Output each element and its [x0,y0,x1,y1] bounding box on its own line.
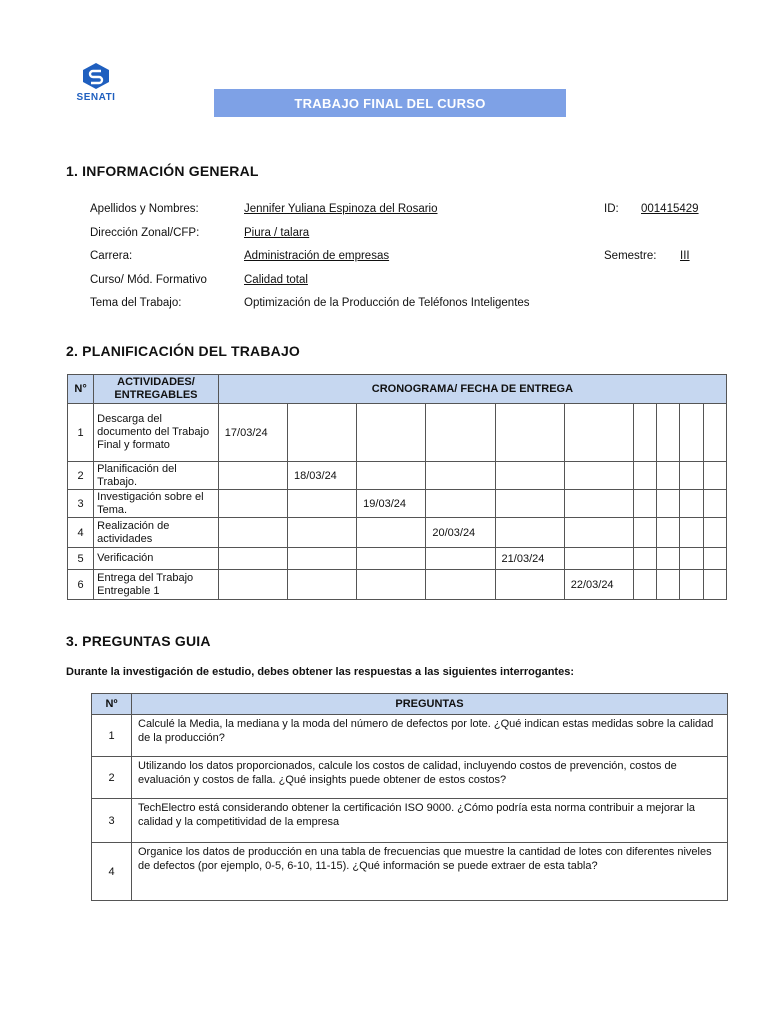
planning-body [68,404,727,600]
question-num: 1 [92,715,132,757]
schedule-cell [633,462,656,490]
planning-row [68,548,727,570]
info-value-zonal: Piura / talara [244,226,310,239]
info-value-name: Jennifer Yuliana Espinoza del Rosario [244,203,438,215]
schedule-cell [218,518,287,548]
schedule-cell [564,548,633,570]
info-label: Curso/ Mód. Formativo [90,273,207,286]
question-row [92,715,728,757]
general-info [90,199,730,317]
planning-row-activity: Planificación del Trabajo. [94,462,219,490]
schedule-cell [657,490,680,518]
schedule-cell [657,518,680,548]
planning-table [67,374,727,600]
schedule-cell [633,548,656,570]
planning-row [68,490,727,518]
schedule-cell [657,462,680,490]
planning-row-num: 3 [68,490,94,518]
col-num-header: Nº [92,694,132,715]
planning-row [68,404,727,462]
info-label: Tema del Trabajo: [90,297,182,309]
schedule-cell [357,518,426,548]
schedule-cell [426,462,495,490]
info-value-curso: Calidad total [244,273,308,286]
schedule-cell [564,490,633,518]
schedule-cell [218,462,287,490]
question-text: Organice los datos de producción en una tabla de frecuencias que muestre la cantidad de lotes con diferentes niveles de defectos (por ejemplo, 0-5, 6-10, 11-15). ¿Qué información se puede extraer de esta tabla? [132,843,728,901]
id-value: 001415429 [641,203,699,215]
info-row-tema [90,293,730,317]
schedule-cell [633,404,656,462]
banner-title: TRABAJO FINAL DEL CURSO [214,89,566,117]
planning-row-num: 4 [68,518,94,548]
schedule-cell [357,404,426,462]
planning-row-date: 22/03/24 [564,570,633,600]
schedule-cell [680,462,703,490]
schedule-cell [633,490,656,518]
schedule-cell [287,548,356,570]
planning-row-activity: Entrega del Trabajo Entregable 1 [94,570,219,600]
info-row-carrera [90,246,730,270]
question-row [92,843,728,901]
schedule-cell [426,490,495,518]
schedule-cell [564,462,633,490]
schedule-cell [703,518,726,548]
col-questions-header: PREGUNTAS [132,694,728,715]
schedule-cell [287,518,356,548]
col-activities-header: ACTIVIDADES/ ENTREGABLES [94,375,219,404]
planning-row-date: 21/03/24 [495,548,564,570]
question-num: 2 [92,757,132,799]
info-label: Apellidos y Nombres: [90,203,199,215]
schedule-cell [495,570,564,600]
schedule-cell [657,404,680,462]
info-label: Carrera: [90,250,133,262]
question-num: 3 [92,799,132,843]
questions-header-row [92,694,728,715]
schedule-cell [287,490,356,518]
schedule-cell [426,404,495,462]
schedule-cell [564,404,633,462]
schedule-cell [495,518,564,548]
schedule-cell [680,548,703,570]
schedule-cell [680,518,703,548]
planning-row [68,570,727,600]
schedule-cell [495,462,564,490]
info-value-carrera: Administración de empresas [244,250,390,262]
schedule-cell [357,570,426,600]
planning-row-num: 5 [68,548,94,570]
planning-row-activity: Realización de actividades [94,518,219,548]
planning-row-num: 2 [68,462,94,490]
schedule-cell [703,570,726,600]
planning-row [68,462,727,490]
semestre-value: III [680,250,690,262]
question-row [92,757,728,799]
schedule-cell [218,548,287,570]
schedule-cell [657,548,680,570]
question-num: 4 [92,843,132,901]
schedule-cell [495,490,564,518]
questions-table [91,693,728,901]
schedule-cell [703,548,726,570]
schedule-cell [287,570,356,600]
planning-row-num: 6 [68,570,94,600]
planning-row-date: 18/03/24 [287,462,356,490]
schedule-cell [357,462,426,490]
question-text: TechElectro está considerando obtener la certificación ISO 9000. ¿Cómo podría esta norma contribuir a mejorar la calidad y la competitividad de la empresa [132,799,728,843]
question-row [92,799,728,843]
schedule-cell [680,490,703,518]
col-schedule-header: CRONOGRAMA/ FECHA DE ENTREGA [218,375,726,404]
section-2-title: 2. PLANIFICACIÓN DEL TRABAJO [66,343,301,359]
schedule-cell [680,404,703,462]
section-1-title: 1. INFORMACIÓN GENERAL [66,163,259,179]
planning-row-date: 17/03/24 [218,404,287,462]
schedule-cell [633,518,656,548]
schedule-cell [633,570,656,600]
schedule-cell [357,548,426,570]
schedule-cell [287,404,356,462]
schedule-cell [426,570,495,600]
question-text: Utilizando los datos proporcionados, calcule los costos de calidad, incluyendo costos de prevención, costos de evaluación y costos de falla. ¿Qué insights puede obtener de estos costos? [132,757,728,799]
schedule-cell [703,490,726,518]
planning-row-activity: Verificación [94,548,219,570]
schedule-cell [426,548,495,570]
planning-row-num: 1 [68,404,94,462]
planning-row-activity: Descarga del documento del Trabajo Final y formato [94,404,219,462]
planning-header-row [68,375,727,404]
info-label: Dirección Zonal/CFP: [90,226,200,239]
semestre-label: Semestre: [604,250,657,262]
info-value-tema: Optimización de la Producción de Teléfonos Inteligentes [244,297,530,309]
planning-row-date: 20/03/24 [426,518,495,548]
questions-intro: Durante la investigación de estudio, debes obtener las respuestas a las siguientes interrogantes: [66,666,574,678]
senati-logo-icon [81,62,111,90]
info-row-zonal [90,223,730,247]
question-text: Calculé la Media, la mediana y la moda del número de defectos por lote. ¿Qué indican estas medidas sobre la calidad de la producción? [132,715,728,757]
info-row-name [90,199,730,223]
questions-body [92,715,728,901]
planning-row [68,518,727,548]
section-3-title: 3. PREGUNTAS GUIA [66,633,211,649]
schedule-cell [703,404,726,462]
schedule-cell [680,570,703,600]
planning-row-activity: Investigación sobre el Tema. [94,490,219,518]
col-num-header: N° [68,375,94,404]
schedule-cell [703,462,726,490]
schedule-cell [218,570,287,600]
schedule-cell [218,490,287,518]
id-label: ID: [604,203,619,215]
info-row-curso [90,270,730,294]
schedule-cell [495,404,564,462]
schedule-cell [657,570,680,600]
planning-row-date: 19/03/24 [357,490,426,518]
schedule-cell [564,518,633,548]
senati-logo [66,62,126,103]
logo-text: SENATI [76,92,116,103]
